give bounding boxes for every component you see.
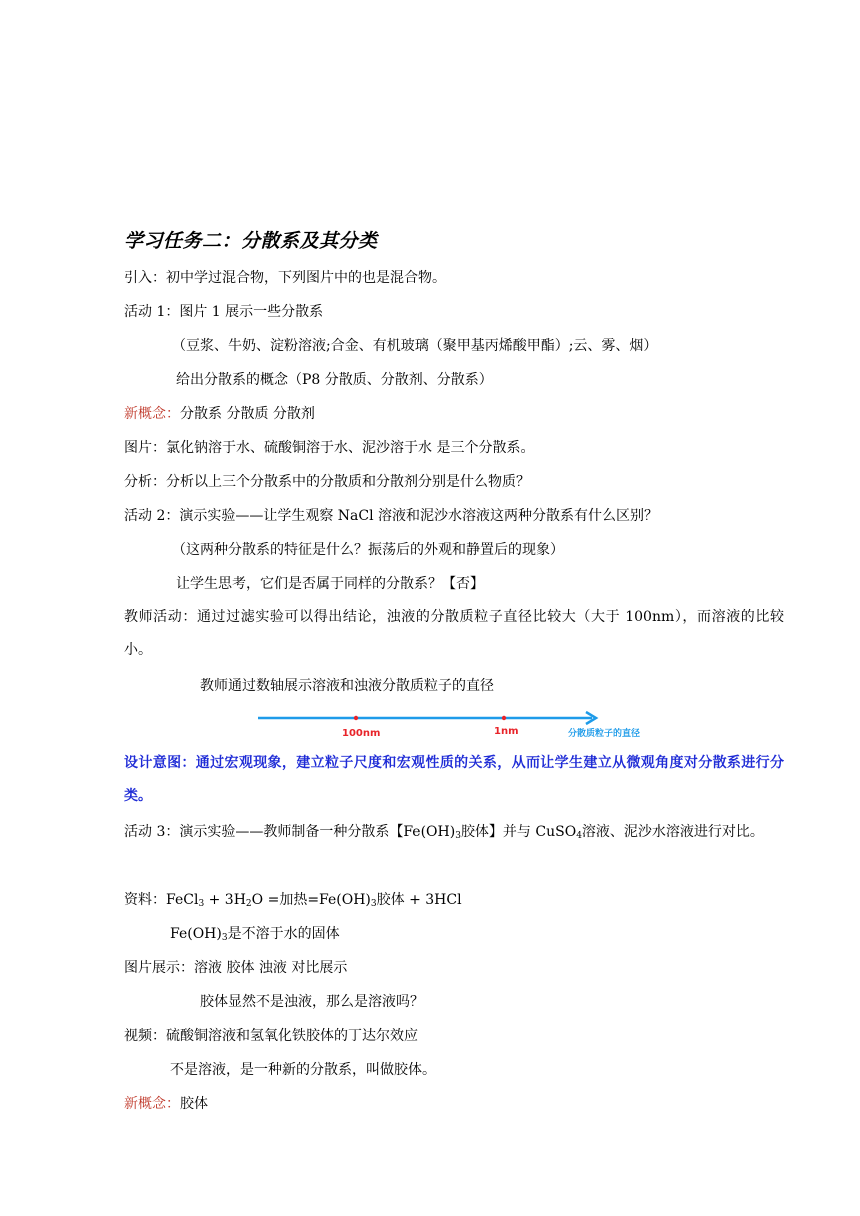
fe-oh-3-line: [170, 924, 340, 944]
activity-3-text-c: 溶液、泥沙水溶液进行对比。: [581, 824, 764, 840]
equation-text-b: + 3H: [204, 892, 246, 908]
analysis-line: 分析：分析以上三个分散系中的分散质和分散剂分别是什么物质？: [124, 474, 530, 490]
activity-2-question-1: （这两种分散系的特征是什么？振荡后的外观和静置后的现象）: [172, 542, 564, 558]
fe-text-a: Fe(OH): [170, 926, 222, 942]
video-line: 视频：硫酸铜溶液和氢氧化铁胶体的丁达尔效应: [124, 1028, 418, 1044]
new-concept-label-2: 新概念：: [124, 1096, 180, 1112]
axis-title-label: 分散质粒子的直径: [568, 729, 641, 739]
equation-sub-2: 2: [245, 899, 252, 909]
axis-point-1nm: [502, 716, 506, 720]
equation-text-d: 胶体 + 3HCl: [376, 892, 462, 908]
intro-line: 引入：初中学过混合物，下列图片中的也是混合物。: [124, 270, 446, 286]
design-intent-paragraph: 设计意图：通过宏观现象，建立粒子尺度和宏观性质的关系，从而让学生建立从微观角度对分散系进行分类。: [124, 755, 784, 804]
activity-3-text-b: 胶体】并与 CuSO: [460, 824, 577, 840]
fe-text-b: 是不溶于水的固体: [227, 926, 340, 942]
particle-size-number-axis: [250, 705, 660, 741]
teacher-activity-paragraph: 教师活动：通过过滤实验可以得出结论，浊液的分散质粒子直径比较大（大于 100nm），而溶液的比较小。: [124, 609, 784, 658]
activity-2-line: 活动 2：演示实验——让学生观察 NaCl 溶液和泥沙水溶液这两种分散系有什么区别？: [124, 508, 659, 524]
axis-label-1nm: 1nm: [494, 726, 519, 737]
conclusion-line: 不是溶液，是一种新的分散系，叫做胶体。: [170, 1062, 436, 1078]
pictures-line: 图片：氯化钠溶于水、硫酸铜溶于水、泥沙溶于水 是三个分散系。: [124, 440, 535, 456]
new-concept-label: 新概念：: [124, 406, 180, 422]
axis-point-100nm: [354, 716, 358, 720]
activity-2-question-2: 让学生思考，它们是否属于同样的分散系？【否】: [176, 576, 484, 592]
section-title: 学习任务二：分散系及其分类: [124, 230, 378, 252]
activity-1-line: 活动 1：图片 1 展示一些分散系: [124, 304, 324, 320]
new-concept-line-1: [124, 404, 315, 424]
axis-label-100nm: 100nm: [342, 728, 381, 739]
data-equation-line: [124, 890, 462, 910]
new-concept-terms: 分散系 分散质 分散剂: [180, 406, 315, 422]
activity-3-sub-2: 4: [576, 831, 582, 841]
new-concept-colloid: 胶体: [180, 1096, 208, 1112]
colloid-question-line: 胶体显然不是浊液，那么是溶液吗？: [200, 994, 424, 1010]
activity-1-examples: （豆浆、牛奶、淀粉溶液;合金、有机玻璃（聚甲基丙烯酸甲酯）;云、雾、烟）: [172, 338, 658, 354]
activity-3-text-a: 活动 3：演示实验——教师制备一种分散系【Fe(OH): [124, 824, 456, 840]
equation-sub-3: 3: [370, 899, 377, 909]
activity-3-paragraph: [124, 816, 784, 849]
equation-text-a: 资料：FeCl: [124, 892, 199, 908]
activity-3-sub-1: 3: [455, 831, 461, 841]
axis-intro-line: 教师通过数轴展示溶液和浊液分散质粒子的直径: [200, 678, 494, 694]
equation-text-c: O =加热=Fe(OH): [251, 892, 371, 908]
equation-sub-1: 3: [198, 899, 205, 909]
fe-sub: 3: [221, 933, 228, 943]
picture-show-line: 图片展示：溶液 胶体 浊液 对比展示: [124, 960, 348, 976]
activity-1-concept: 给出分散系的概念（P8 分散质、分散剂、分散系）: [176, 372, 493, 388]
new-concept-line-2: [124, 1094, 208, 1114]
